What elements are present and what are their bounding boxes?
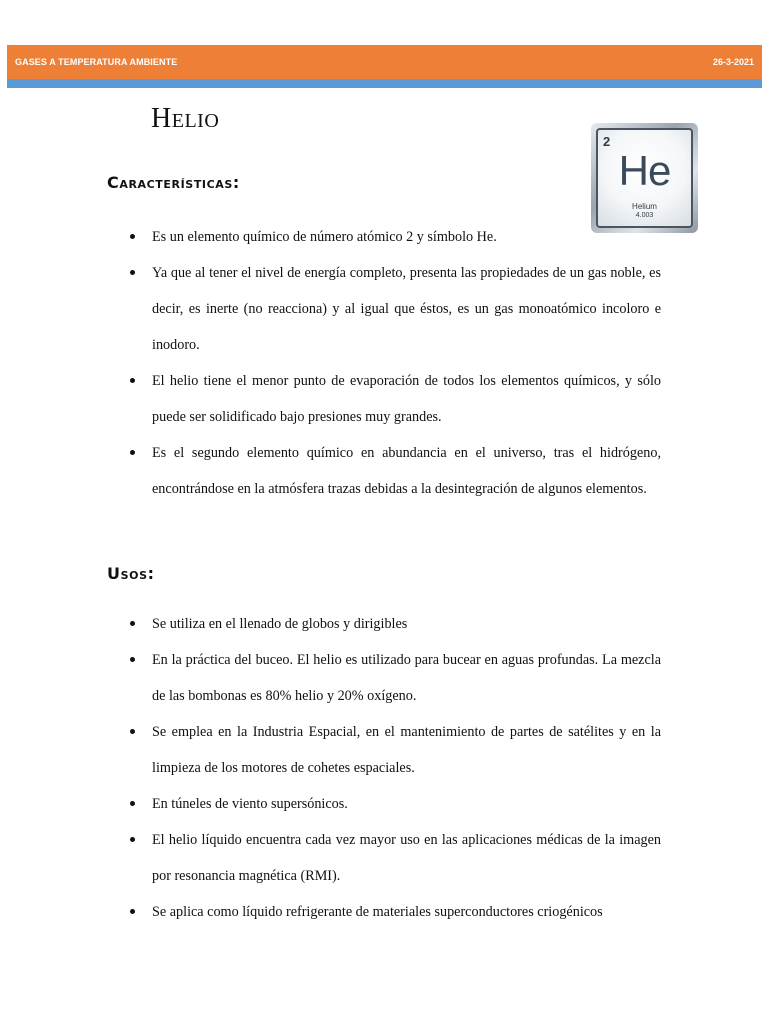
section-heading-usos: Usos: [107,564,155,583]
list-item: En la práctica del buceo. El helio es utilizado para bucear en aguas profundas. La mezcla de las bombonas es 80% helio y 20% oxígeno. [152,642,661,714]
header-date: 26-3-2021 [712,57,754,67]
list-item: El helio líquido encuentra cada vez mayor uso en las aplicaciones médicas de la imagen por resonancia magnética (RMI). [152,822,661,894]
page-header-bar [7,45,762,79]
list-item: Se aplica como líquido refrigerante de materiales superconductores criogénicos [152,894,661,930]
header-accent-stripe [7,79,762,88]
usos-list [0,606,768,930]
element-atomic-mass: 4.003 [635,212,654,219]
list-item: El helio tiene el menor punto de evaporación de todos los elementos químicos, y sólo puede ser solidificado bajo presiones muy grandes. [152,363,661,435]
list-item: Ya que al tener el nivel de energía completo, presenta las propiedades de un gas noble, es decir, es inerte (no reacciona) y al igual que éstos, es un gas monoatómico incoloro e inodoro. [152,255,661,363]
element-atomic-number: 2 [603,134,611,149]
caracteristicas-list [0,219,768,507]
list-item: En túneles de viento supersónicos. [152,786,661,822]
list-item: Se emplea en la Industria Espacial, en el mantenimiento de partes de satélites y en la limpieza de los motores de cohetes espaciales. [152,714,661,786]
header-title: GASES A TEMPERATURA AMBIENTE [15,57,178,67]
element-symbol: He [618,147,671,194]
list-item: Se utiliza en el llenado de globos y dirigibles [152,606,661,642]
list-item: Es el segundo elemento químico en abundancia en el universo, tras el hidrógeno, encontrándose en la atmósfera trazas debidas a la desintegración de algunos elementos. [152,435,661,507]
page-title: Helio [151,103,220,134]
list-item: Es un elemento químico de número atómico 2 y símbolo He. [152,219,661,255]
element-tile-face [596,128,693,228]
section-heading-caracteristicas: Características: [107,173,240,192]
helium-element-tile-image [591,123,698,233]
element-name: Helium [632,202,657,211]
